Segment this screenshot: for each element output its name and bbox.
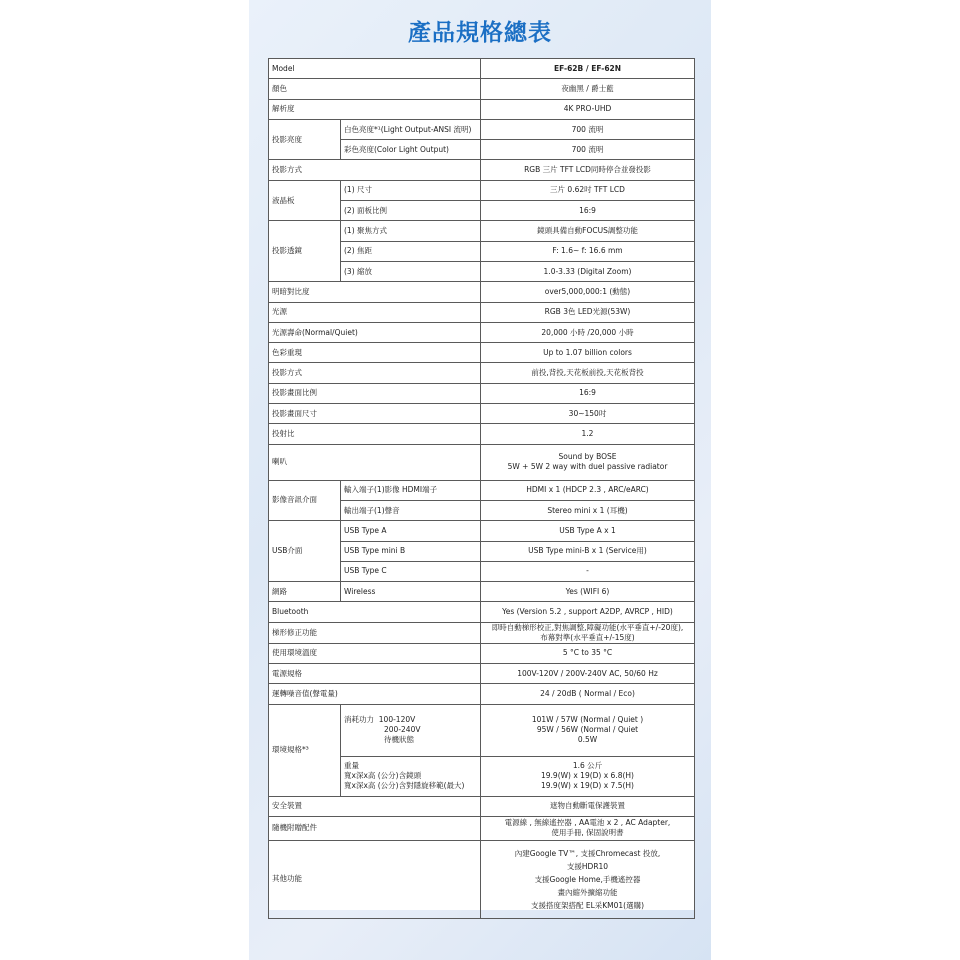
table-row [269,59,695,79]
value-line: 內建Google TV™, 支援Chromecast 投放, [514,848,661,858]
table-row [269,322,695,342]
row-label: Bluetooth [269,602,481,622]
table-row [269,282,695,302]
table-row [269,99,695,119]
row-sublabel: 彩色亮度(Color Light Output) [341,140,481,160]
row-value: 5 °C to 35 °C [481,643,695,663]
row-value: USB Type A x 1 [481,521,695,541]
row-label: 投影畫面比例 [269,383,481,403]
row-value: F: 1.6~ f: 16.6 mm [481,241,695,261]
row-value: Stereo mini x 1 (耳機) [481,500,695,520]
row-label: 光源 [269,302,481,322]
table-row [269,180,695,200]
weight-label: 重量 [344,761,359,771]
model-value: EF-62B / EF-62N [481,59,695,79]
table-row [269,840,695,918]
row-value: RGB 3色 LED光源(53W) [481,302,695,322]
value-line: 5W + 5W 2 way with duel passive radiator [507,462,668,472]
voltage-1: 100-120V [378,715,416,725]
row-label: 網路 [269,582,341,602]
row-label: 解析度 [269,99,481,119]
table-row [269,383,695,403]
value-line: 支援搭度架搭配 EL采KM01(選購) [530,900,645,910]
row-label: 影像音訊介面 [269,480,341,521]
row-label: 運轉噪音值(聲電量) [269,684,481,704]
table-row [269,622,695,643]
row-value: 16:9 [481,201,695,221]
row-label: 色彩重現 [269,343,481,363]
row-label: 明暗對比度 [269,282,481,302]
row-sublabel: (2) 焦距 [341,241,481,261]
value-line: 1.6 公斤 [572,761,603,771]
row-value: Up to 1.07 billion colors [481,343,695,363]
value-line: 電源線 , 無線遙控器 , AA電池 x 2 , AC Adapter, [504,818,671,828]
row-value: 16:9 [481,383,695,403]
voltage-2: 200-240V [384,725,421,735]
value-line: 0.5W [577,735,598,745]
row-sublabel: USB Type A [341,521,481,541]
row-value: 遮物自動斷電保護裝置 [481,796,695,816]
standby-label: 待機狀態 [384,735,414,745]
row-value [481,704,695,756]
row-value: 前投,背投,天花板前投,天花板背投 [481,363,695,383]
table-row [269,363,695,383]
row-label: Model [269,59,341,79]
value-line: 畫內縮外擴縮功能 [557,887,618,897]
row-sublabel [341,756,481,796]
row-value: 100V-120V / 200V-240V AC, 50/60 Hz [481,664,695,684]
table-row [269,521,695,541]
row-label: 液晶板 [269,180,341,221]
row-value: 1.0-3.33 (Digital Zoom) [481,261,695,281]
table-row [269,119,695,139]
dim-label-2: 寬x深x高 (公分)含對隱旋移範(最大) [344,781,465,791]
consume-label: 消耗功力 [344,715,374,725]
row-sublabel: Wireless [341,582,481,602]
table-row [269,343,695,363]
table-row [269,302,695,322]
row-label: 投影方式 [269,363,481,383]
row-value [481,840,695,918]
row-value: 700 流明 [481,140,695,160]
row-value: 24 / 20dB ( Normal / Eco) [481,684,695,704]
row-sublabel: (2) 面板比例 [341,201,481,221]
row-value: HDMI x 1 (HDCP 2.3 , ARC/eARC) [481,480,695,500]
row-sublabel: 輸出端子(1)聲音 [341,500,481,520]
row-sublabel: 白色亮度*¹(Light Output-ANSI 流明) [341,119,481,139]
row-label: 投影亮度 [269,119,341,160]
row-value: USB Type mini-B x 1 (Service用) [481,541,695,561]
row-label: 投射比 [269,424,481,444]
row-value: 鏡頭具備自動FOCUS調整功能 [481,221,695,241]
table-row [269,643,695,663]
table-row [269,160,695,180]
row-sublabel: USB Type mini B [341,541,481,561]
row-value: 20,000 小時 /20,000 小時 [481,322,695,342]
row-value: Yes (Version 5.2 , support A2DP, AVRCP , HID) [481,602,695,622]
table-row [269,424,695,444]
row-label: 其他功能 [269,840,481,918]
value-line: 使用手冊, 保固說明書 [551,828,624,838]
row-value [481,622,695,643]
table-row [269,602,695,622]
table-row [269,664,695,684]
table-row [269,582,695,602]
row-sublabel: (1) 尺寸 [341,180,481,200]
row-label: 電源規格 [269,664,481,684]
table-row [269,444,695,480]
row-sublabel: (1) 聚焦方式 [341,221,481,241]
row-label: USB介面 [269,521,341,582]
row-label: 環境規格*³ [269,704,341,796]
table-row [269,684,695,704]
row-label: 投影透鏡 [269,221,341,282]
row-value: 夜幽黑 / 爵士藍 [481,79,695,99]
table-row [269,796,695,816]
row-label: 使用環境溫度 [269,643,481,663]
table-row [269,79,695,99]
value-line: 19.9(W) x 19(D) x 7.5(H) [541,781,634,791]
row-value [481,816,695,840]
row-value [481,444,695,480]
row-value: 700 流明 [481,119,695,139]
value-line: 布幕對準(水平垂直+/-15度) [540,632,635,642]
value-line: 支援Google Home,手機遙控器 [534,874,641,884]
row-label: 喇叭 [269,444,481,480]
value-line: 101W / 57W (Normal / Quiet ) [531,715,644,725]
row-value: Yes (WIFI 6) [481,582,695,602]
row-label: 梯形修正功能 [269,622,481,643]
row-sublabel [341,704,481,756]
table-row [269,816,695,840]
table-row [269,221,695,241]
value-line: 即時自動梯形校正,對焦調整,障礙功能(水平垂直+/-20度), [491,622,684,632]
row-sublabel: 輸入端子(1)影像 HDMI端子 [341,480,481,500]
row-label: 安全裝置 [269,796,481,816]
row-value: 4K PRO-UHD [481,99,695,119]
row-value: 三片 0.62吋 TFT LCD [481,180,695,200]
table-row [269,480,695,500]
spec-table [268,58,695,919]
row-sublabel: USB Type C [341,561,481,581]
row-label: 光源壽命(Normal/Quiet) [269,322,481,342]
row-label: 投影方式 [269,160,481,180]
row-label: 隨機附贈配件 [269,816,481,840]
value-line: 19.9(W) x 19(D) x 6.8(H) [541,771,634,781]
value-line: Sound by BOSE [558,452,617,462]
row-value: RGB 三片 TFT LCD同時停合並發投影 [481,160,695,180]
page-title: 產品規格總表 [408,20,552,46]
table-row [269,704,695,756]
dim-label-1: 寬x深x高 (公分)含鏡頭 [344,771,422,781]
row-value: over5,000,000:1 (動態) [481,282,695,302]
row-value: 1.2 [481,424,695,444]
row-sublabel: (3) 縮放 [341,261,481,281]
spec-table-sheet [268,58,695,910]
row-value: 30~150吋 [481,404,695,424]
row-value [481,756,695,796]
value-line: 支援HDR10 [566,861,609,871]
table-row [269,404,695,424]
row-label: 顏色 [269,79,481,99]
row-label: 投影畫面尺寸 [269,404,481,424]
value-line: 95W / 56W (Normal / Quiet [536,725,639,735]
row-value: - [481,561,695,581]
